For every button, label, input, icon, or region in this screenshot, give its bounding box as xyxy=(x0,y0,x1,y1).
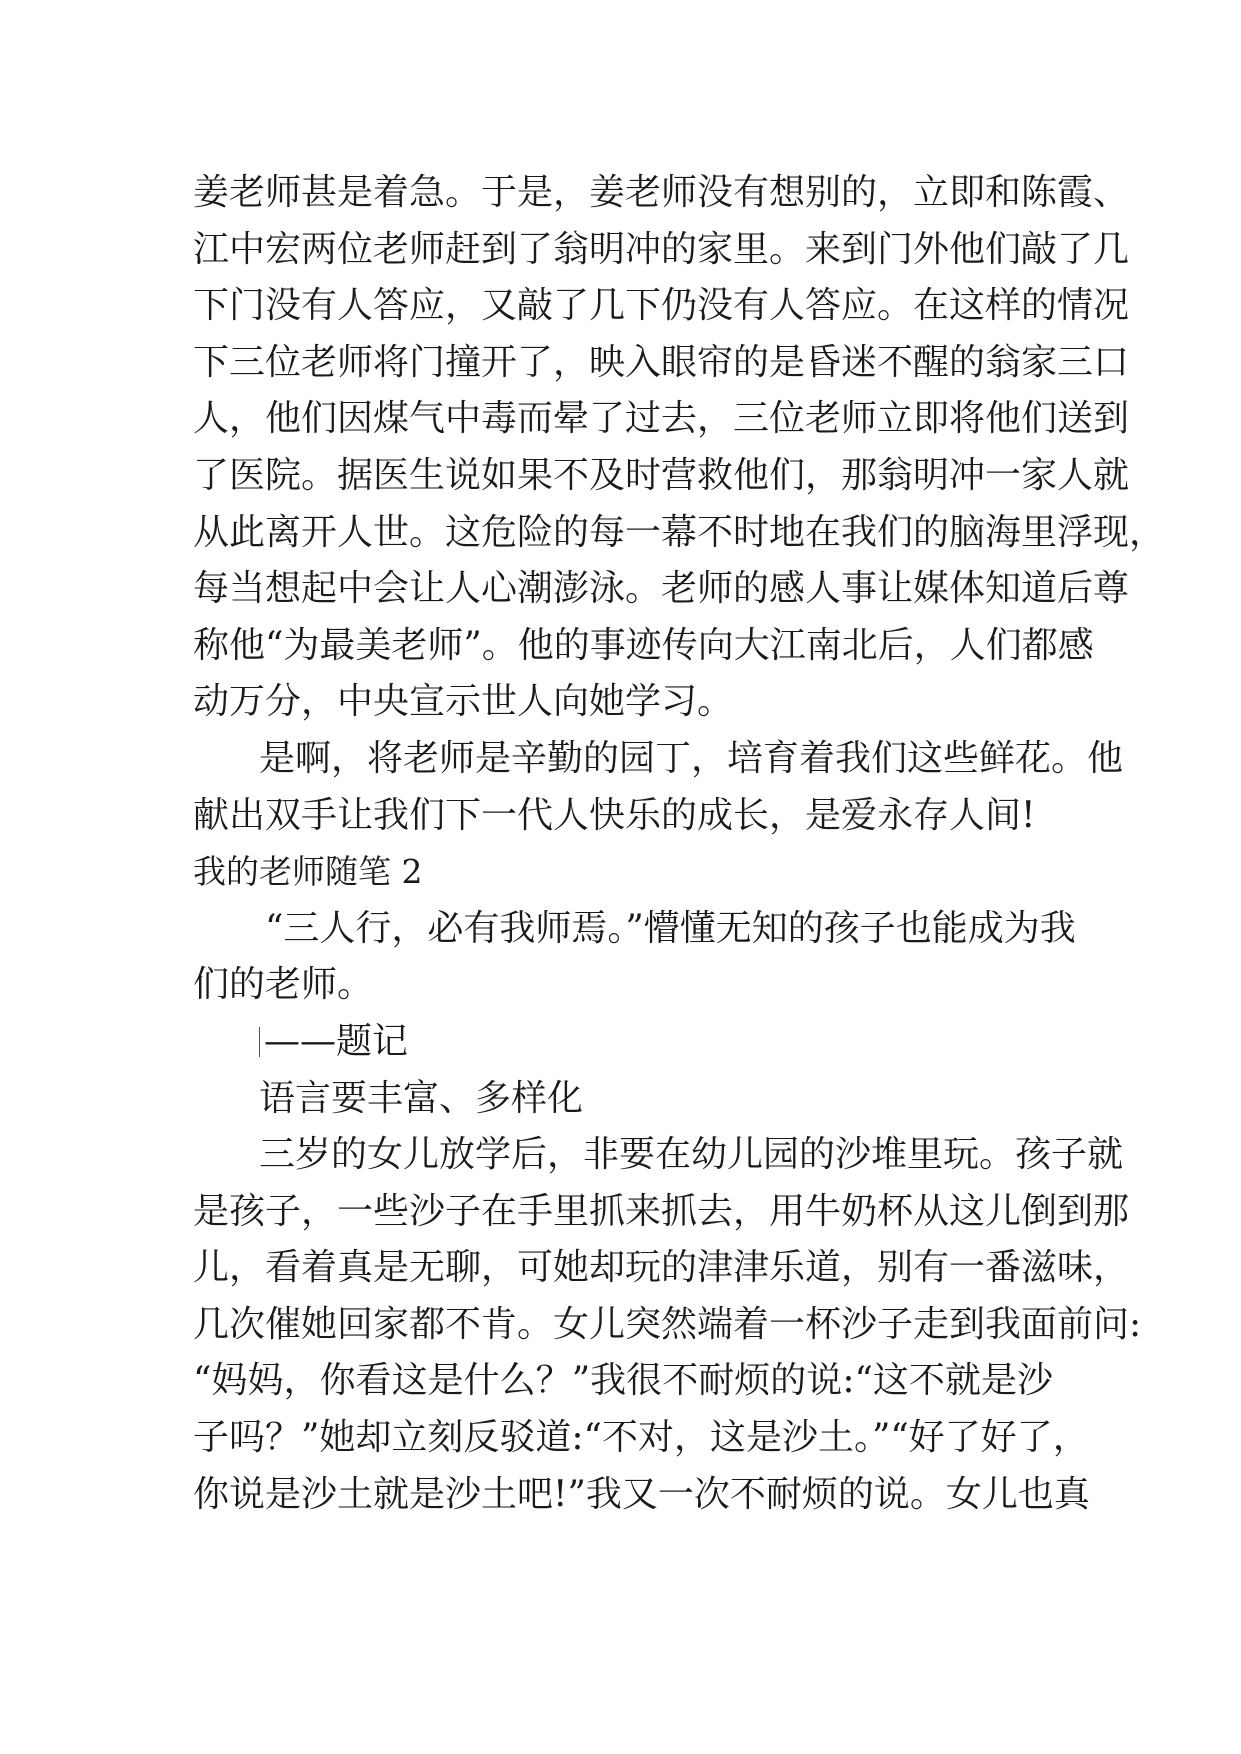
inscription-line xyxy=(193,1014,1053,1071)
inscription-text: ——题记 xyxy=(264,1020,409,1062)
text-line: 是啊，将老师是辛勤的园丁，培育着我们这些鲜花。他 xyxy=(259,737,1124,779)
text-line: 下三位老师将门撞开了，映入眼帘的是昏迷不醒的翁家三口 xyxy=(193,341,1130,383)
text-line: “三人行，必有我师焉。”懵懂无知的孩子也能成为我 xyxy=(265,907,1076,949)
text-line: 称他“为最美老师”。他的事迹传向大江南北后，人们都感 xyxy=(193,624,1094,666)
text-line: 是孩子，一些沙子在手里抓来抓去，用牛奶杯从这儿倒到那 xyxy=(193,1190,1130,1232)
subheading: 语言要丰富、多样化 xyxy=(259,1077,584,1119)
section-title: 我的老师随笔 2 xyxy=(193,852,423,892)
text-line: 人，他们因煤气中毒而晕了过去，三位老师立即将他们送到 xyxy=(193,398,1130,440)
text-line: 子吗？”她却立刻反驳道:“不对，这是沙土。”“好了好了， xyxy=(193,1417,1089,1459)
text-line: 从此离开人世。这危险的每一幕不时地在我们的脑海里浮现， xyxy=(193,511,1166,553)
document-body xyxy=(193,165,1166,1523)
paragraph-3 xyxy=(193,1127,1142,1523)
text-line: 你说是沙土就是沙土吧!”我又一次不耐烦的说。女儿也真 xyxy=(193,1473,1090,1515)
epigraph-quote xyxy=(193,901,1076,1014)
text-line: 们的老师。 xyxy=(193,964,374,1006)
text-line: 三岁的女儿放学后，非要在幼儿园的沙堆里玩。孩子就 xyxy=(259,1134,1124,1176)
paragraph-1 xyxy=(193,165,1166,731)
text-line: 下门没有人答应，又敲了几下仍没有人答应。在这样的情况 xyxy=(193,285,1130,327)
text-line: 江中宏两位老师赶到了翁明冲的家里。来到门外他们敲了几 xyxy=(193,228,1130,270)
text-line: “妈妈，你看这是什么？”我很不耐烦的说:“这不就是沙 xyxy=(193,1360,1053,1402)
text-line: 几次催她回家都不肯。女儿突然端着一杯沙子走到我面前问: xyxy=(193,1303,1142,1345)
text-line: 姜老师甚是着急。于是，姜老师没有想别的，立即和陈霞、 xyxy=(193,172,1130,213)
text-line: 儿，看着真是无聊，可她却玩的津津乐道，别有一番滋味， xyxy=(193,1247,1130,1289)
text-cursor-mark xyxy=(259,1027,260,1057)
text-line: 每当想起中会让人心潮澎泳。老师的感人事让媒体知道后尊 xyxy=(193,568,1130,610)
paragraph-2 xyxy=(193,731,1124,844)
text-line: 献出双手让我们下一代人快乐的成长，是爱永存人间! xyxy=(193,794,1036,836)
text-line: 动万分，中央宣示世人向她学习。 xyxy=(193,681,734,723)
text-line: 了医院。据医生说如果不及时营救他们，那翁明冲一家人就 xyxy=(193,454,1130,496)
